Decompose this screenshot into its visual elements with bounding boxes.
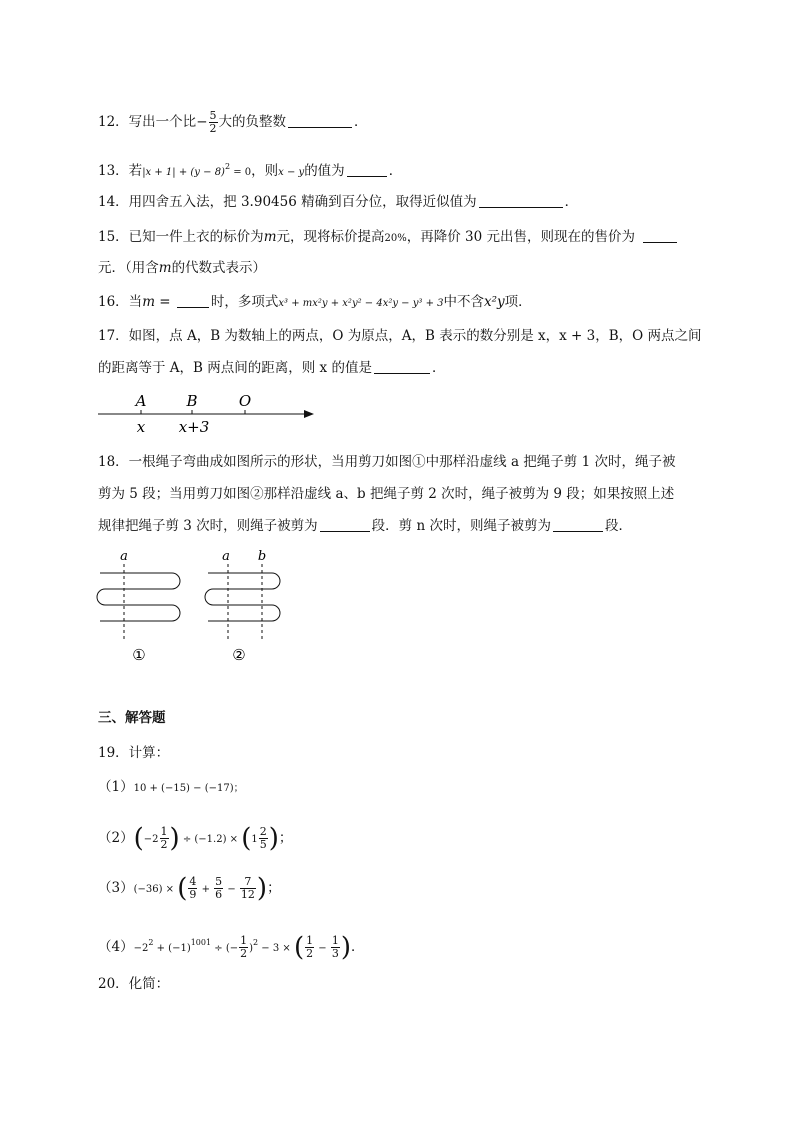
- answer-blank[interactable]: [288, 113, 352, 128]
- fig1-caption: ①: [132, 646, 146, 664]
- question-15-line-2: 元．（用含m的代数式表示）: [98, 260, 267, 276]
- fig2-label-b: b: [257, 549, 267, 564]
- answer-blank[interactable]: [177, 293, 209, 308]
- rope-figure-2: [205, 564, 280, 640]
- question-13: 13．若$|x + 1| + (y - 8)^2 = 0$，则x − y的值为 ．: [98, 162, 403, 179]
- answer-blank[interactable]: [374, 359, 430, 374]
- rope-2: [205, 573, 280, 621]
- answer-blank[interactable]: [643, 228, 677, 243]
- section-title: 三、解答题: [98, 710, 166, 726]
- question-18-line-3: 规律把绳子剪 3 次时，则绳子被剪为 段．剪 n 次时，则绳子被剪为 段．: [98, 518, 632, 534]
- value-label-x-plus-3: x+3: [178, 418, 210, 436]
- q19-part-3: （3）(−36) × ( $\frac{4}{9}$ + $\frac{5}{6}$ − $\frac{7}{12}$ )；: [98, 873, 281, 904]
- answer-blank[interactable]: [320, 517, 370, 532]
- question-19-title: 19．计算：: [98, 745, 170, 761]
- q19-part-4: $(4)-2^2 + (-1)^{1001}$ ÷ (− $\frac{1}{2}$ )$^2$ − 3 × ( $\frac{1}{2}$ − $\frac{1}{3}$ )．: [98, 932, 365, 963]
- value-label-x: x: [136, 418, 146, 436]
- rope-figures: [0, 540, 793, 670]
- question-18-line-2: 剪为 5 段；当用剪刀如图②那样沿虚线 a、b 把绳子剪 2 次时，绳子被剪为 9 段；如果按照上述: [98, 486, 675, 502]
- question-18-line-1: 18．一根绳子弯曲成如图所示的形状，当用剪刀如图①中那样沿虚线 a 把绳子剪 1 次时，绳子被: [98, 454, 676, 470]
- rope-figure-1: [97, 564, 180, 640]
- fig2-label-a: a: [222, 549, 230, 564]
- question-14: 14．用四舍五入法，把 3.90456 精确到百分位，取得近似值为 ．: [98, 194, 579, 210]
- answer-blank[interactable]: [479, 193, 563, 208]
- fraction-5-2: $\frac{5}{2}$: [209, 109, 217, 135]
- fig1-label-a: a: [120, 549, 128, 564]
- point-label-b: B: [186, 392, 198, 410]
- point-label-o: O: [238, 392, 252, 410]
- number-line-figure: [0, 390, 793, 440]
- fig2-caption: ②: [232, 646, 246, 664]
- point-label-a: A: [135, 392, 147, 410]
- axis-arrow: [304, 410, 314, 418]
- question-12: 12．写出一个比− $\frac{5}{2}$ 大的负整数 ．: [98, 109, 368, 135]
- answer-blank[interactable]: [553, 517, 603, 532]
- rope-1: [97, 573, 180, 621]
- q19-part-2: （2）(−2 $\frac{1}{2}$ ) ÷ (−1.2) × (1 $\frac{2}{5}$ )；: [98, 823, 293, 854]
- question-17-line-2: 的距离等于 A，B 两点间的距离，则 x 的值是 ．: [98, 360, 446, 376]
- answer-blank[interactable]: [347, 162, 387, 177]
- q19-part-1: （1）10 + (−15) − (−17)；: [98, 779, 244, 795]
- question-15-line-1: 15．已知一件上衣的标价为m元，现将标价提高20%，再降价 30 元出售，则现在的售价为: [98, 227, 679, 249]
- question-17-line-1: 17．如图，点 A，B 为数轴上的两点，O 为原点，A，B 表示的数分别是 x，x + 3，B，O 两点之间: [98, 328, 702, 344]
- question-16: 16．当m = 时，多项式x³ + mx²y + x²y² − 4x²y − y³ + 3中不含x²y项．: [98, 294, 532, 310]
- question-20-title: 20．化简：: [98, 976, 170, 992]
